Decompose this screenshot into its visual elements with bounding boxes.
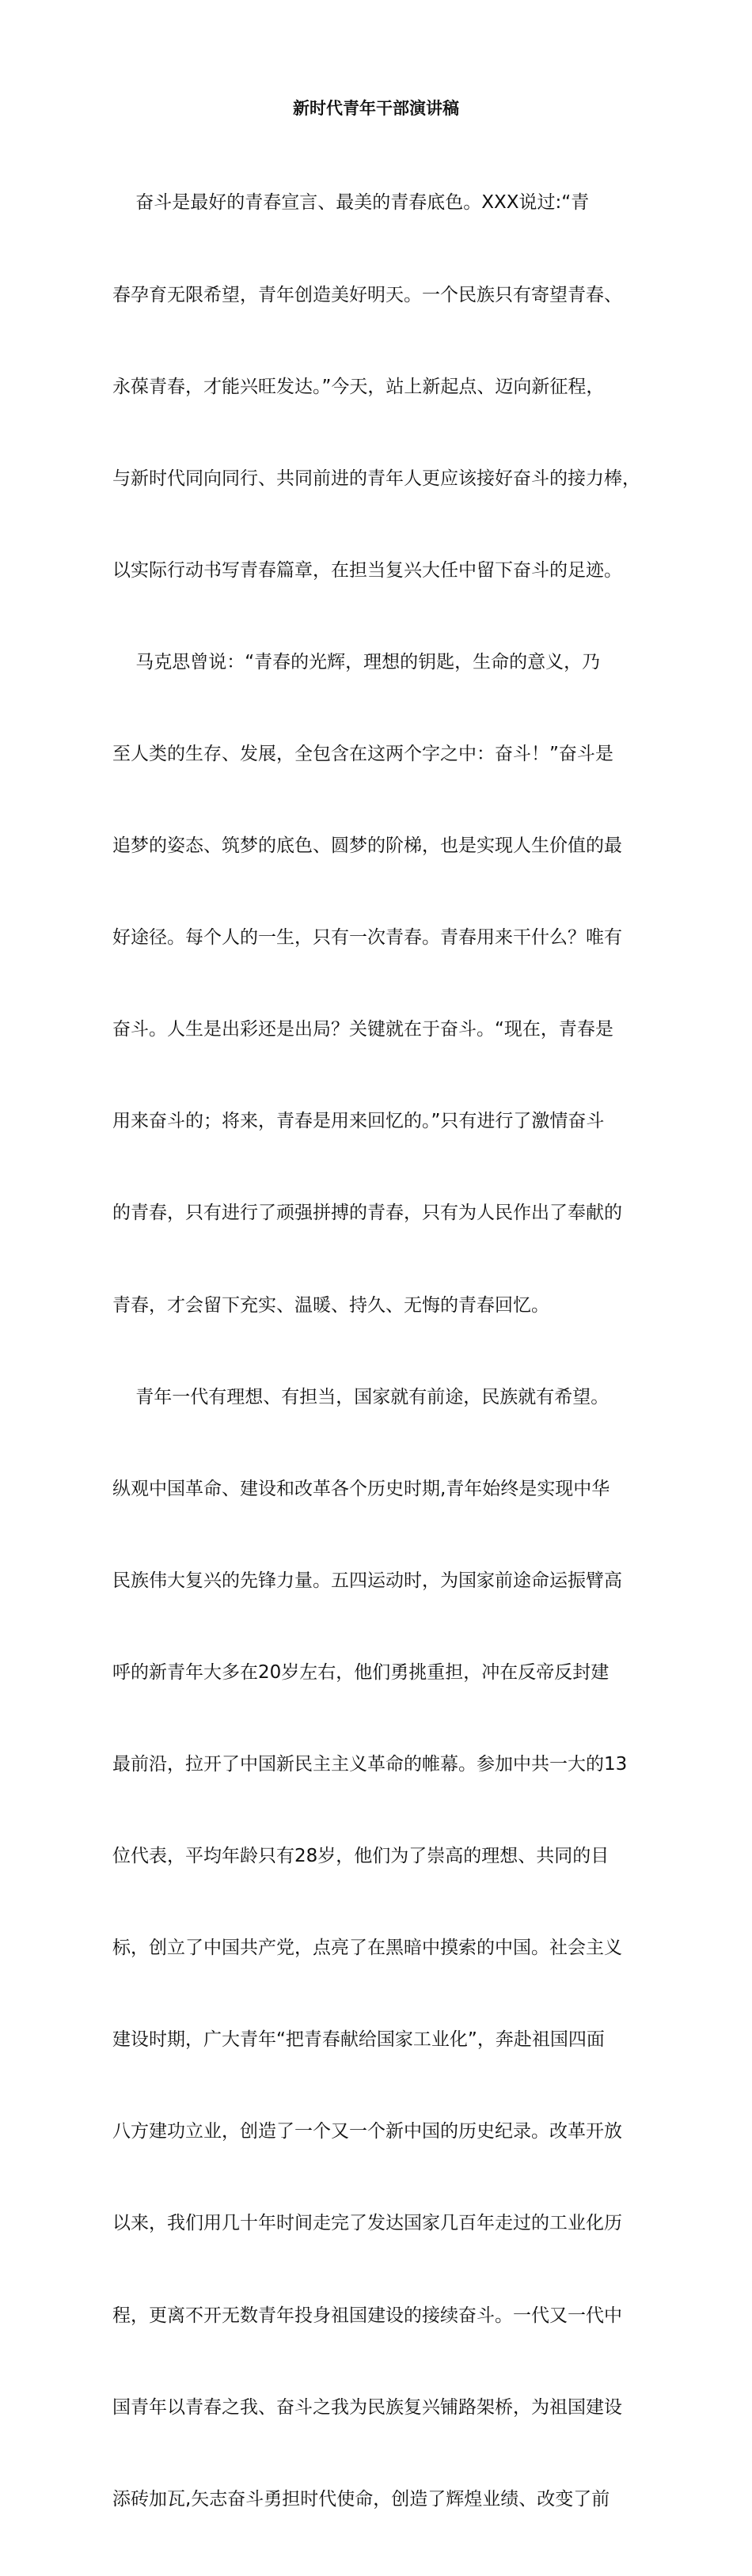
text-line: 用来奋斗的；将来，青春是用来回忆的。”只有进行了激情奋斗 [112, 1111, 605, 1132]
text-line: 至人类的生存、发展，全包含在这两个字之中：奋斗！”奋斗是 [112, 743, 613, 764]
text-line: 追梦的姿态、筑梦的底色、圆梦的阶梯，也是实现人生价值的最 [112, 835, 622, 857]
text-line: 八方建功立业，创造了一个又一个新中国的历史纪录。改革开放 [112, 2121, 622, 2142]
text-line: 奋斗是最好的青春宣言、最美的青春底色。XXX说过:“青 [112, 192, 590, 214]
text-line: 春孕育无限希望，青年创造美好明天。一个民族只有寄望青春、 [112, 284, 622, 305]
text-line: 最前沿，拉开了中国新民主主义革命的帷幕。参加中共一大的13 [112, 1754, 628, 1775]
text-line: 国青年以青春之我、奋斗之我为民族复兴铺路架桥，为祖国建设 [112, 2396, 622, 2418]
text-line: 的青春，只有进行了顽强拼搏的青春，只有为人民作出了奉献的 [112, 1203, 622, 1224]
text-line: 与新时代同向同行、共同前进的青年人更应该接好奋斗的接力棒， [112, 468, 640, 489]
text-line: 纵观中国革命、建设和改革各个历史时期,青年始终是实现中华 [112, 1478, 610, 1499]
text-line: 马克思曾说：“青春的光辉，理想的钥匙，生命的意义，乃 [112, 651, 601, 672]
text-line: 永葆青春，才能兴旺发达。”今天，站上新起点、迈向新征程， [112, 376, 605, 397]
text-line: 以来，我们用几十年时间走完了发达国家几百年走过的工业化历 [112, 2213, 622, 2234]
text-line: 程，更离不开无数青年投身祖国建设的接续奋斗。一代又一代中 [112, 2305, 622, 2326]
text-line: 呼的新青年大多在20岁左右，他们勇挑重担，冲在反帝反封建 [112, 1661, 610, 1683]
text-line: 添砖加瓦,矢志奋斗勇担时代使命，创造了辉煌业绩、改变了前 [112, 2488, 610, 2510]
text-line: 青春，才会留下充实、温暖、持久、无悔的青春回忆。 [112, 1294, 549, 1316]
text-line: 标，创立了中国共产党，点亮了在黑暗中摸索的中国。社会主义 [112, 1938, 622, 1959]
text-line: 位代表，平均年龄只有28岁，他们为了崇高的理想、共同的目 [112, 1846, 610, 1867]
text-line: 民族伟大复兴的先锋力量。五四运动时，为国家前途命运振臂高 [112, 1570, 622, 1591]
document-body [112, 127, 654, 2576]
text-line: 奋斗。人生是出彩还是出局？关键就在于奋斗。“现在，青春是 [112, 1019, 613, 1040]
text-line: 建设时期，广大青年“把青春献给国家工业化”，奔赴祖国四面 [112, 2029, 605, 2051]
document-title: 新时代青年干部演讲稿 [293, 99, 459, 118]
text-line: 青年一代有理想、有担当，国家就有前途，民族就有希望。 [112, 1386, 610, 1407]
text-line: 好途径。每个人的一生，只有一次青春。青春用来干什么？唯有 [112, 927, 622, 949]
text-line: 以实际行动书写青春篇章，在担当复兴大任中留下奋斗的足迹。 [112, 559, 622, 581]
